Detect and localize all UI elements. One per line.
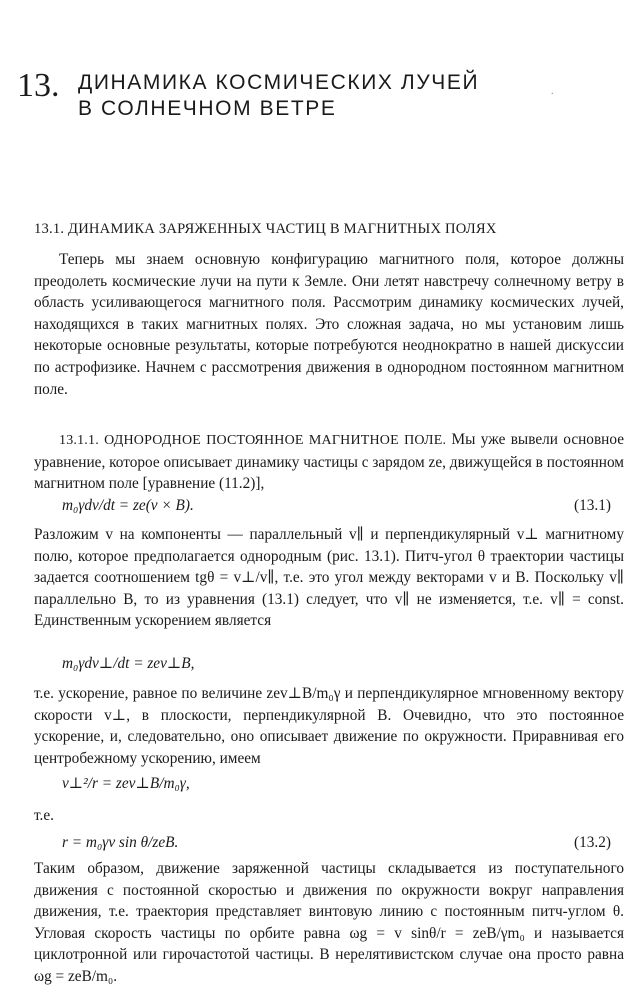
subsection-heading: 13.1.1. ОДНОРОДНОЕ ПОСТОЯННОЕ МАГНИТНОЕ ПОЛЕ. bbox=[59, 433, 447, 448]
equation-body: r = m₀γv sin θ/zeB. bbox=[62, 834, 179, 851]
subsection-text: Мы уже вывели основное уравнение, которое описывает динамику частицы с зарядом ze, движущейся в постоянном магнитном поле [уравнение (11.2)], bbox=[34, 431, 624, 493]
chapter-title-line1: ДИНАМИКА КОСМИЧЕСКИХ ЛУЧЕЙ bbox=[78, 71, 480, 94]
section-heading: 13.1. ДИНАМИКА ЗАРЯЖЕННЫХ ЧАСТИЦ В МАГНИТНЫХ ПОЛЯХ bbox=[34, 221, 497, 237]
paragraph-conclusion: Таким образом, движение заряженной частицы складывается из поступательного движения с постоянной скоростью и движения по окружности вокруг направления движения, т.е. траектория представляет винтовую линию с постоянным питч-углом θ. Угловая скорость частицы по орбите равна ωg = v sinθ/r = zeB/γm₀ и называется циклотронной или гирочастотой частицы. В нерелятивистском случае она просто равна ωg = zeB/m₀. bbox=[34, 860, 624, 985]
equation-label: (13.1) bbox=[574, 497, 611, 514]
paragraph-acceleration: т.е. ускорение, равное по величине zev⊥B/m₀γ и перпендикулярное мгновенному вектору скорости v⊥, в плоскости, перпендикулярной B. Очевидно, что это постоянное ускорение, и, следовательно, оно описывает движение по окружности. Приравнивая его центробежному ускорению, имеем bbox=[34, 685, 624, 767]
paragraph-components: Разложим v на компоненты — параллельный v∥ и перпендикулярный v⊥ магнитному полю, которое предполагается однородным (рис. 13.1). Питч-угол θ траектории частицы задается соотношением tgθ = v⊥/v∥, т.е. это угол между векторами v и B. Поскольку v∥ параллельно B, то из уравнения (13.1) следует, что v∥ не изменяется, т.е. v∥ = const. Единственным ускорением является bbox=[34, 526, 624, 630]
chapter-title-line2: В СОЛНЕЧНОМ ВЕТРЕ bbox=[78, 97, 337, 120]
chapter-number: 13. bbox=[17, 67, 60, 104]
margin-dot: . bbox=[551, 86, 554, 97]
paragraph-intro: Теперь мы знаем основную конфигурацию магнитного поля, которое должны преодолеть космические лучи на пути к Земле. Они летят навстречу солнечному ветру в область усиливающегося магнитного поля. Рассмотрим динамику космических лучей, находящихся в таких магнитных полях. Это сложная задача, но мы установим лишь некоторые основные результаты, которые потребуются неоднократно в нашей дискуссии по астрофизике. Начнем с рассмотрения движения в однородном постоянном магнитном поле. bbox=[34, 251, 624, 398]
equation-body: m₀γdv/dt = ze(v × B). bbox=[62, 497, 194, 514]
chapter-title bbox=[78, 70, 598, 122]
equation-label: (13.2) bbox=[574, 834, 611, 851]
text-te: т.е. bbox=[34, 807, 54, 824]
paragraph-subsection bbox=[34, 429, 624, 495]
equation-body: m₀γdv⊥/dt = zev⊥B, bbox=[62, 655, 195, 672]
equation-body: v⊥²/r = zev⊥B/m₀γ, bbox=[62, 775, 190, 792]
